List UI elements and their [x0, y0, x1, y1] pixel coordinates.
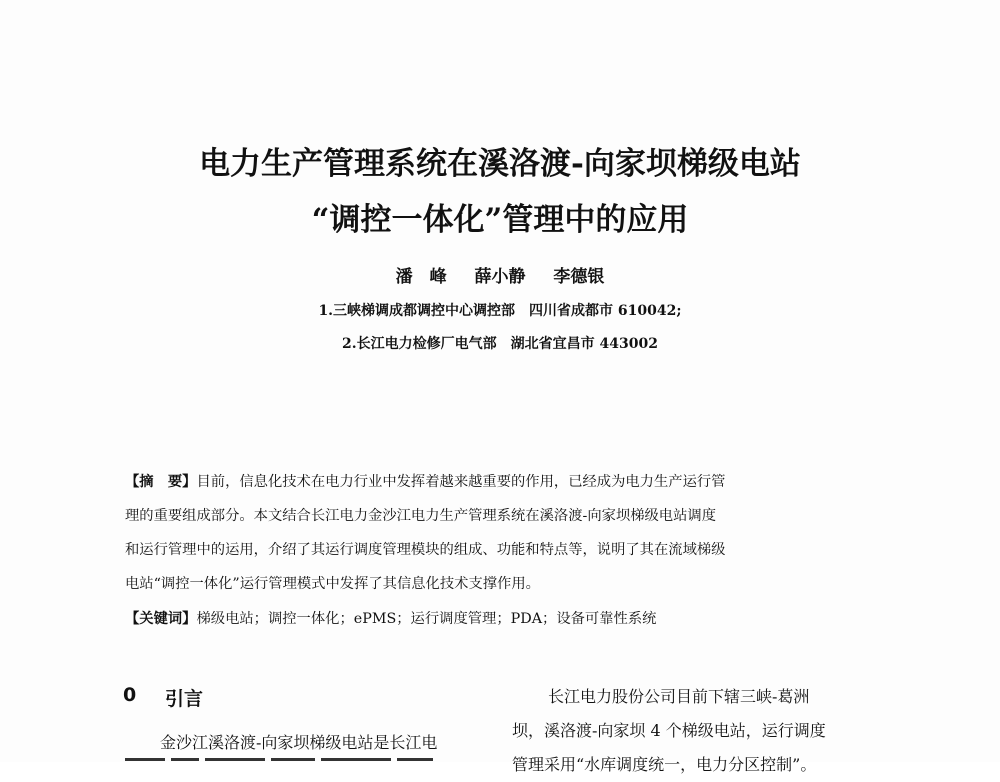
- author-name: 潘 峰: [395, 267, 447, 287]
- right-column: [512, 680, 872, 782]
- keywords: [125, 608, 656, 628]
- abstract-line: 电站“调控一体化”运行管理模式中发挥了其信息化技术支撑作用。: [125, 576, 540, 592]
- abstract-label: 【摘 要】: [125, 474, 197, 490]
- right-column-line: 长江电力股份公司目前下辖三峡-葛洲: [548, 687, 810, 706]
- abstract-line: [125, 465, 870, 499]
- author-name: 薛小静: [474, 267, 526, 287]
- affiliation-1: 1.三峡梯调成都调控中心调控部 四川省成都市 610042;: [318, 303, 682, 319]
- abstract-line: 理的重要组成部分。本文结合长江电力金沙江电力生产管理系统在溪洛渡-向家坝梯级电站调度: [125, 508, 716, 524]
- keywords-label: 【关键词】: [125, 611, 197, 627]
- section-number: 0: [123, 684, 137, 706]
- author-name: 李德银: [553, 267, 605, 287]
- abstract-line: 和运行管理中的运用，介绍了其运行调度管理模块的组成、功能和特点等，说明了其在流域梯级: [125, 542, 726, 558]
- paper-title-line-2: “调控一体化”管理中的应用: [311, 202, 689, 238]
- paper-title-line-1: 电力生产管理系统在溪洛渡-向家坝梯级电站: [199, 146, 801, 182]
- cropped-text-fragment: [125, 758, 475, 762]
- abstract: [125, 465, 870, 601]
- keywords-text: 梯级电站；调控一体化；ePMS；运行调度管理；PDA；设备可靠性系统: [196, 611, 657, 627]
- right-column-line: 坝，溪洛渡-向家坝 4 个梯级电站，运行调度: [512, 721, 826, 740]
- author-list: [0, 262, 1000, 287]
- affiliation-2: 2.长江电力检修厂电气部 湖北省宜昌市 443002: [342, 336, 658, 352]
- abstract-text: 目前，信息化技术在电力行业中发挥着越来越重要的作用，已经成为电力生产运行管: [196, 474, 726, 490]
- left-column-text: 金沙江溪洛渡-向家坝梯级电站是长江电: [160, 733, 438, 752]
- right-column-line: 管理采用“水库调度统一，电力分区控制”。: [512, 755, 817, 774]
- section-title: 引言: [165, 688, 204, 710]
